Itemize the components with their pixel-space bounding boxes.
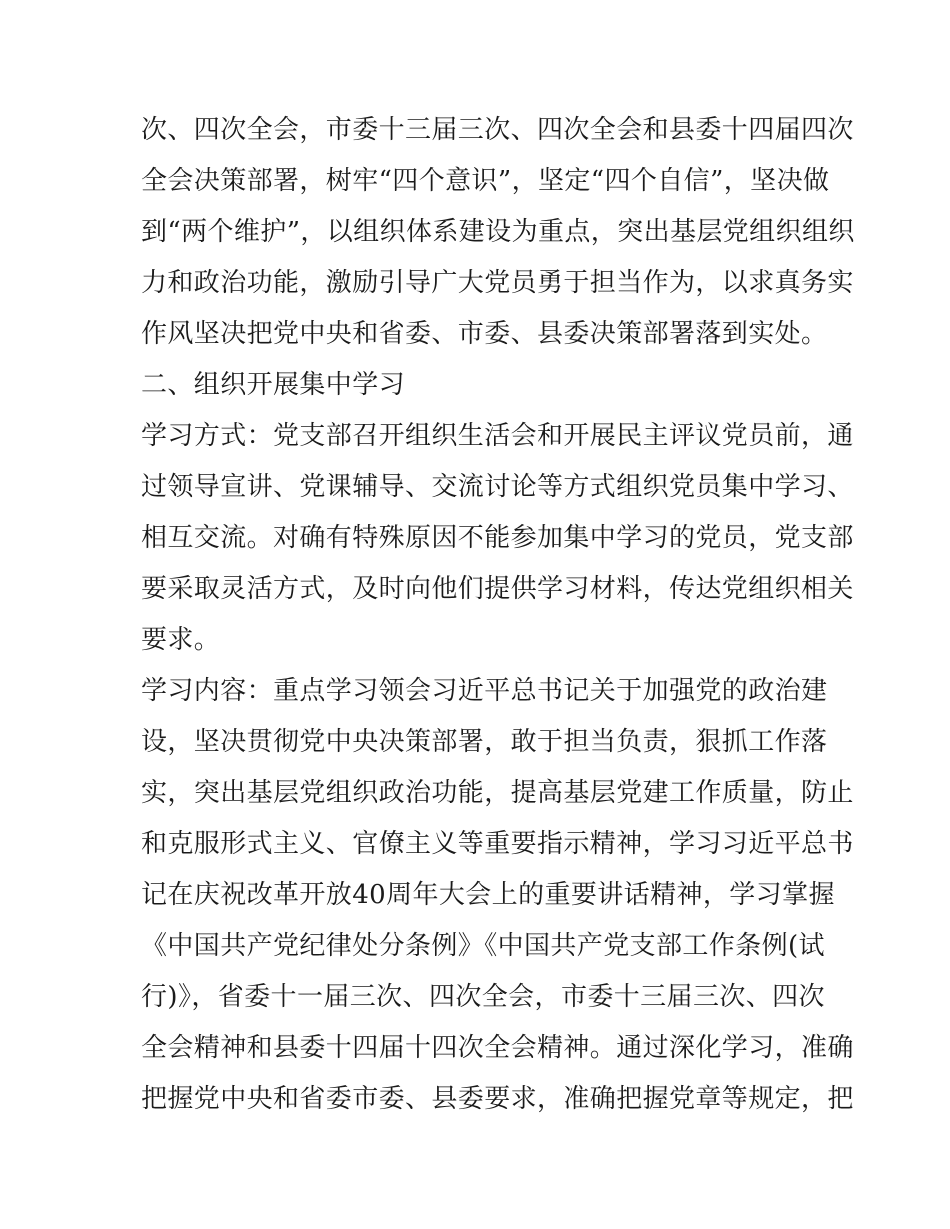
text-line: 全会决策部署，树牢“四个意识”，坚定“四个自信”，坚决做 [141,166,830,196]
text-line: 相互交流。对确有特殊原因不能参加集中学习的党员，党支部 [141,523,854,553]
text-line: 次、四次全会，市委十三届三次、四次全会和县委十四届四次 [141,115,854,145]
text-line: 全会精神和县委十四届十四次全会精神。通过深化学习，准确 [141,1033,854,1063]
text-line: 过领导宣讲、党课辅导、交流讨论等方式组织党员集中学习、 [141,472,854,502]
text-line: 学习内容：重点学习领会习近平总书记关于加强党的政治建 [141,676,828,706]
text-line: 实，突出基层党组织政治功能，提高基层党建工作质量，防止 [141,778,854,808]
text-line: 要求。 [141,625,221,655]
text-line: 到“两个维护”，以组织体系建设为重点，突出基层党组织组织 [141,217,855,247]
text-line: 要采取灵活方式，及时向他们提供学习材料，传达党组织相关 [141,574,854,604]
text-line: 作风坚决把党中央和省委、市委、县委决策部署落到实处。 [141,319,828,349]
text-line: 和克服形式主义、官僚主义等重要指示精神，学习习近平总书 [141,829,854,859]
text-line: 记在庆祝改革开放40周年大会上的重要讲话精神，学习掌握 [141,880,835,910]
section-heading: 二、组织开展集中学习 [141,370,406,400]
text-line: 学习方式：党支部召开组织生活会和开展民主评议党员前，通 [141,421,854,451]
text-line: 把握党中央和省委市委、县委要求，准确把握党章等规定，把 [141,1084,854,1114]
text-line: 行)》，省委十一届三次、四次全会，市委十三届三次、四次 [141,982,825,1012]
text-line: 《中国共产党纪律处分条例》《中国共产党支部工作条例(试 [141,931,825,961]
text-line: 力和政治功能，激励引导广大党员勇于担当作为，以求真务实 [141,268,854,298]
text-line: 设，坚决贯彻党中央决策部署，敢于担当负责，狠抓工作落 [141,727,828,757]
